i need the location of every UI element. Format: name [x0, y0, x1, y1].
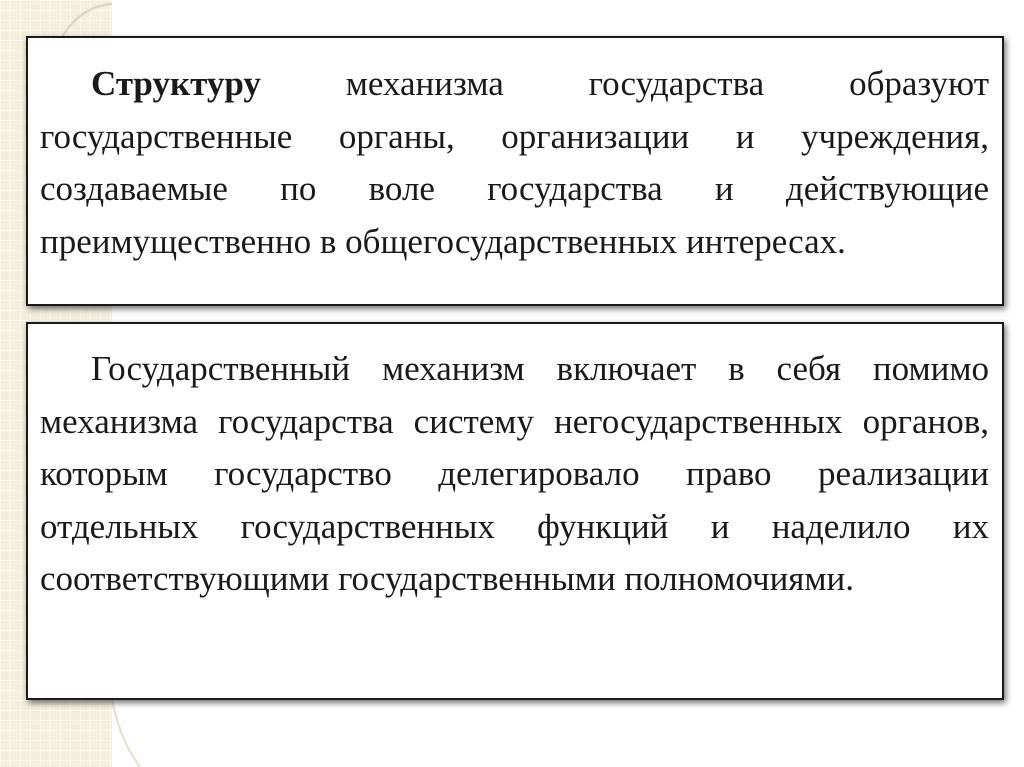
mechanism-box — [26, 322, 1004, 700]
mechanism-paragraph: Государственный механизм включает в себя помимо механизма государства систему негосударственных органов, которым государство делегировало право реализации отдельных государственных функций и наделило их соответствующими государственными полномочиями. — [40, 349, 989, 598]
definition-text: механизма государства образуют государственные органы, организации и учреждения, создаваемые по воле государства и действующие преимущественно в общегосударственных интересах. — [40, 64, 989, 261]
definition-paragraph — [40, 58, 989, 268]
definition-box — [26, 36, 1004, 306]
definition-term: Структуру — [91, 64, 261, 103]
